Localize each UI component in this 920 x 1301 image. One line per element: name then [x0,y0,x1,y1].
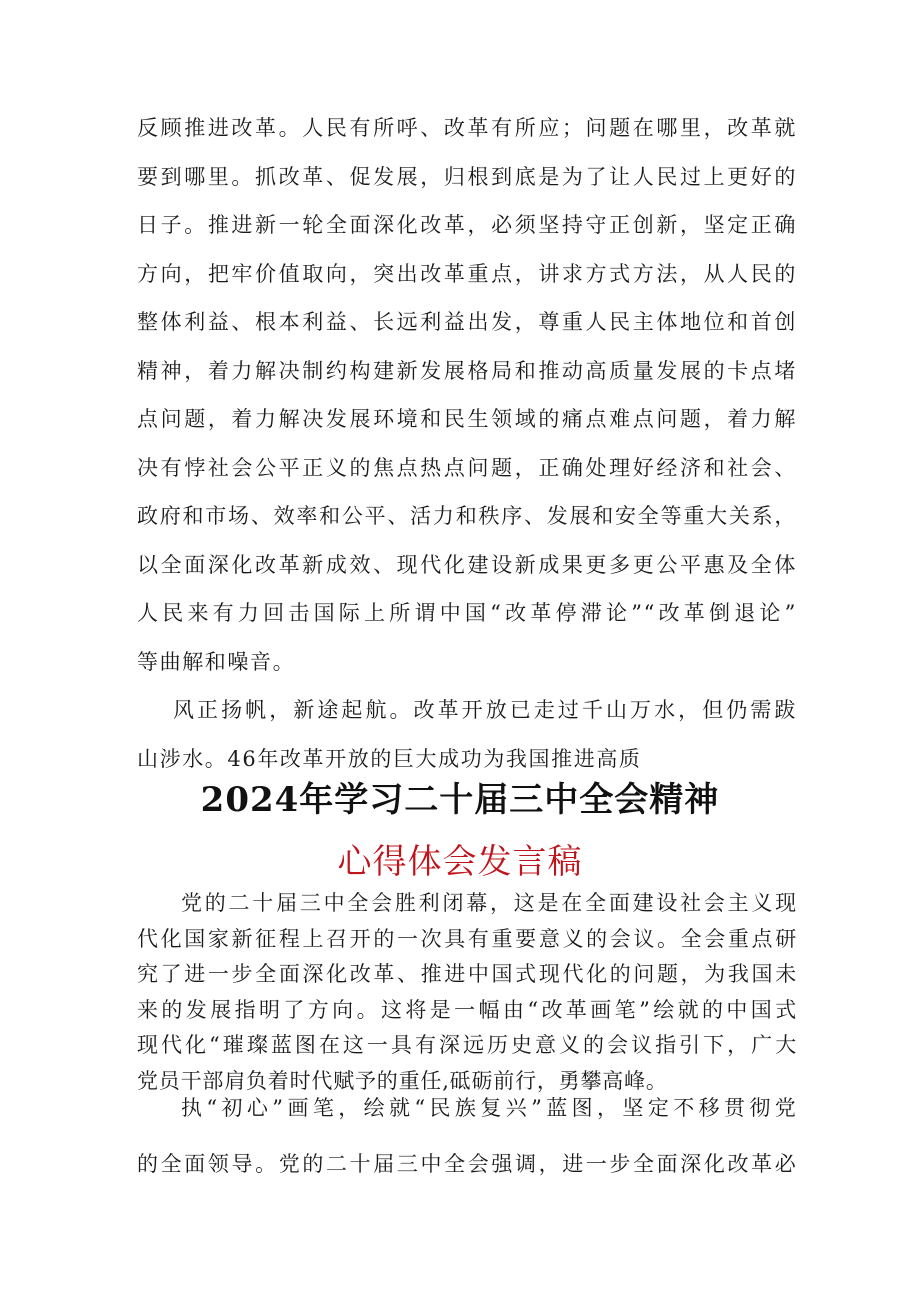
text-line: 究了进一步全面深化改革、推进中国式现代化的问题，为我国未 [137,962,797,987]
document-subtitle: 心得体会发言稿 [337,842,583,882]
text-line: 点问题，着力解决发展环境和民生领域的痛点难点问题，着力解 [137,407,797,431]
paragraph-reform-continuation [137,104,797,783]
paragraph-leadership [137,1080,797,1192]
text-line: 风正扬帆，新途起航。改革开放已走过千山万水，但仍需跋 [173,698,797,722]
text-line: 反顾推进改革。人民有所呼、改革有所应；问题在哪里，改革就 [137,116,797,140]
document-title: 2024年学习二十届三中全会精神 [200,780,720,820]
paragraph-introduction [137,886,797,1100]
text-line: 代化国家新征程上召开的一次具有重要意义的会议。全会重点研 [137,926,797,951]
text-line: 政府和市场、效率和公平、活力和秩序、发展和安全等重大关系， [137,504,797,528]
text-line: 的全面领导。党的二十届三中全会强调，进一步全面深化改革必 [137,1152,797,1176]
text-line: 决有悖社会公平正义的焦点热点问题，正确处理好经济和社会、 [137,455,797,480]
text-line: 日子。推进新一轮全面深化改革，必须坚持守正创新，坚定正确 [137,213,797,237]
text-line: 现代化“璀璨蓝图在这一具有深远历史意义的会议指引下，广大 [137,1033,797,1058]
text-line: 等曲解和噪音。 [137,649,296,674]
text-line: 精神，着力解决制约构建新发展格局和推动高质量发展的卡点堵 [137,358,797,383]
text-line: 执“初心”画笔，绘就“民族复兴”蓝图，坚定不移贯彻党 [181,1096,797,1120]
text-line: 方向，把牢价值取向，突出改革重点，讲求方式方法，从人民的 [137,261,797,286]
text-line: 整体利益、根本利益、长远利益出发，尊重人民主体地位和首创 [137,310,797,334]
text-line: 来的发展指明了方向。这将是一幅由“改革画笔”绘就的中国式 [137,997,797,1022]
text-line: 人民来有力回击国际上所谓中国“改革停滞论”“改革倒退论” [137,601,797,625]
text-line: 要到哪里。抓改革、促发展，归根到底是为了让人民过上更好的 [137,164,797,189]
text-line: 党员干部肩负着时代赋予的重任,砥砺前行，勇攀高峰。 [137,1068,668,1093]
text-line: 党的二十届三中全会胜利闭幕，这是在全面建设社会主义现 [181,891,797,915]
text-line: 以全面深化改革新成效、现代化建设新成果更多更公平惠及全体 [137,552,797,577]
text-line: 山涉水。46年改革开放的巨大成功为我国推进高质 [137,746,642,771]
